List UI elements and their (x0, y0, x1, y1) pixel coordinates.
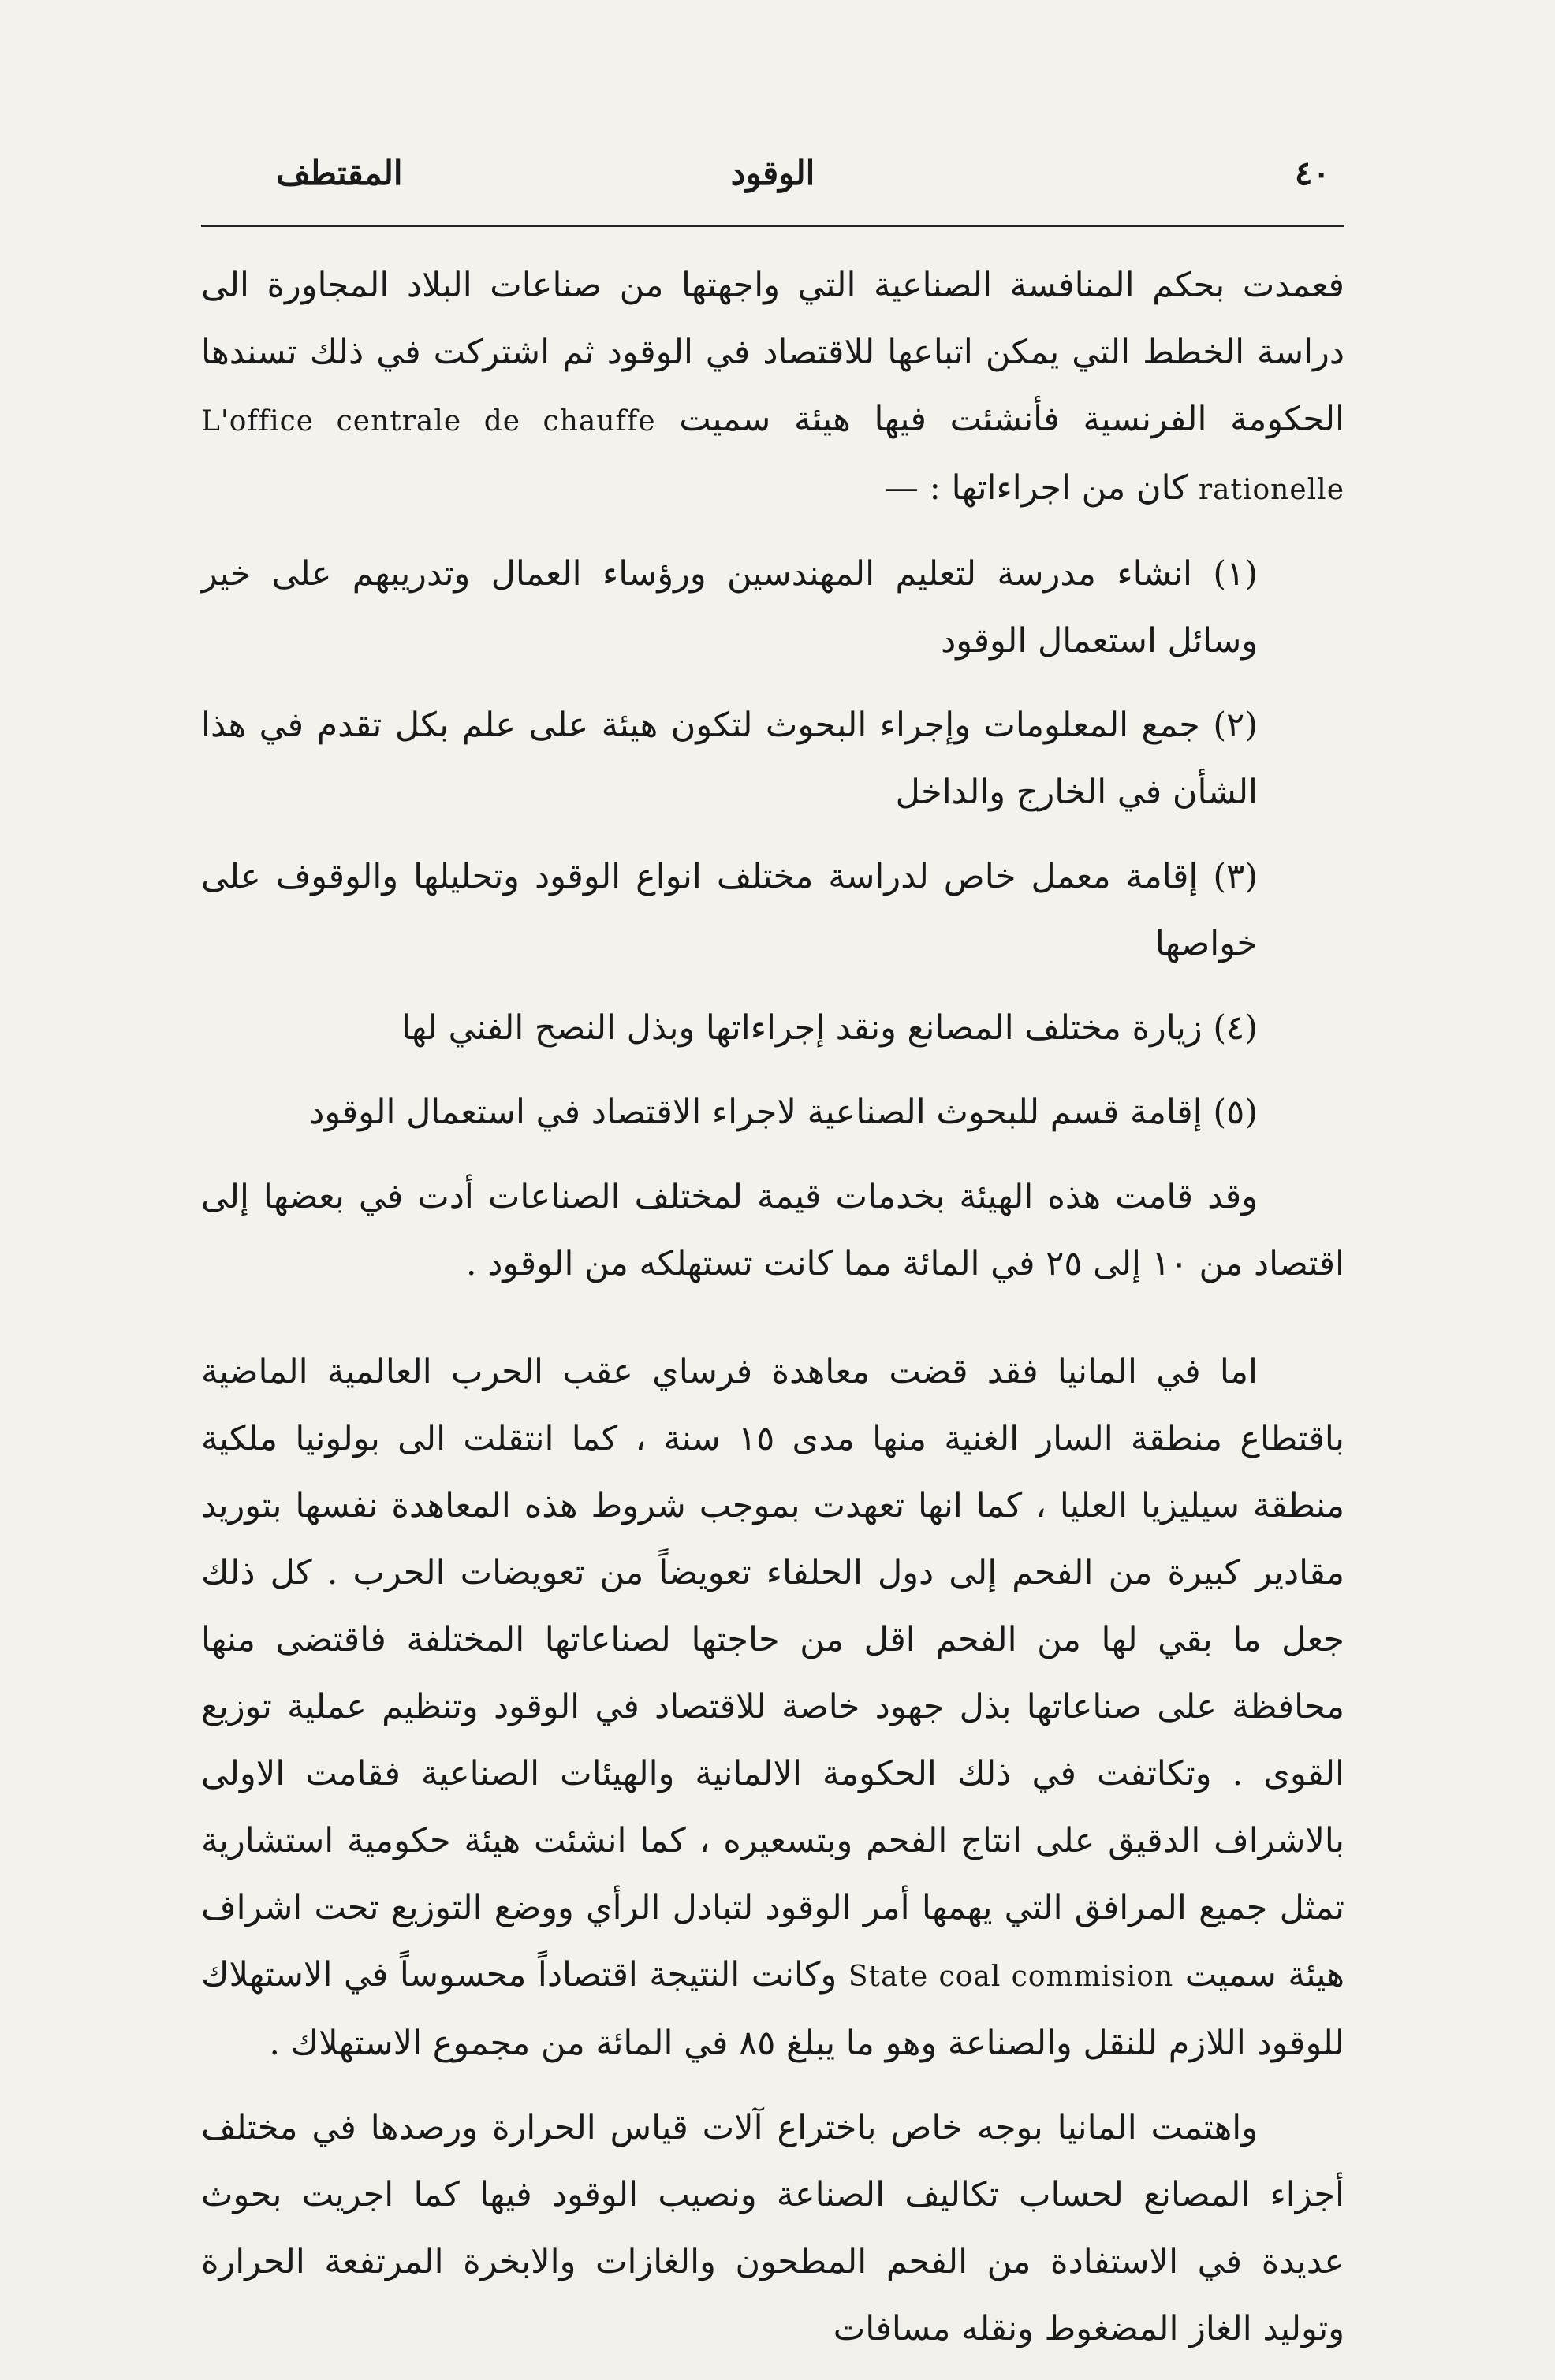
page-header (201, 138, 1344, 209)
intro-text: فعمدت بحكم المنافسة الصناعية التي واجهتها من صناعات البلاد المجاورة الى دراسة الخطط التي يمكن اتباعها للاقتصاد في الوقود ثم اشتركت في ذلك تسندها الحكومة الفرنسية فأنشئت فيها هيئة سميت (201, 266, 1345, 439)
page-number: ٤٠ (1294, 154, 1330, 192)
header-rule (201, 225, 1344, 227)
final-paragraph: واهتمت المانيا بوجه خاص باختراع آلات قياس الحرارة ورصدها في مختلف أجزاء المصانع لحساب تكاليف الصناعة ونصيب الوقود فيها كما اجريت بحوث عديدة في الاستفادة من الفحم المطحون والغازات والابخرة المرتفعة الحرارة وتوليد الغاز المضغوط ونقله مسافات (201, 2108, 1344, 2348)
running-title: الوقود (730, 154, 815, 192)
list-item: (٤) زيارة مختلف المصانع ونقد إجراءاتها وبذل النصح الفني لها (401, 1008, 1258, 1048)
intro-paragraph (201, 252, 1344, 523)
journal-name: المقتطف (276, 154, 403, 192)
result-paragraph: وقد قامت هذه الهيئة بخدمات قيمة لمختلف الصناعات أدت في بعضها إلى اقتصاد من ١٠ إلى ٢٥ في المائة مما كانت تستهلكه من الوقود . (201, 1177, 1344, 1283)
germany-paragraph (201, 1339, 1344, 2077)
intro-text-end: كان من اجراءاتها : — (884, 468, 1188, 508)
commission-name-latin: State coal commision (848, 1961, 1174, 1993)
germany-text: اما في المانيا فقد قضت معاهدة فرساي عقب الحرب العالمية الماضية باقتطاع منطقة السار الغنية منها مدى ١٥ سنة ، كما انتقلت الى بولونيا ملكية منطقة سيليزيا العليا ، كما انها تعهدت بموجب شروط هذه المعاهدة نفسها بتوريد مقادير كبيرة من الفحم إلى دول الحلفاء تعويضاً من تعويضات الحرب . كل ذلك جعل ما بقي لها من الفحم اقل من حاجتها لصناعاتها المختلفة فاقتضى منها محافظة على صناعاتها بذل جهود خاصة للاقتصاد في الوقود وتنظيم عملية توزيع القوى . وتكاتفت في ذلك الحكومة الالمانية والهيئات الصناعية فقامت الاولى بالاشراف الدقيق على انتاج الفحم وبتسعيره ، كما انشئت هيئة حكومية استشارية تمثل جميع المرافق التي يهمها أمر الوقود لتبادل الرأي ووضع التوزيع تحت اشراف هيئة سميت (201, 1352, 1345, 1995)
section-gap (201, 1315, 1344, 1339)
article-body (201, 252, 1344, 2380)
office-name-latin: L'office centrale de chauffe rationelle (201, 405, 1344, 506)
list-item: (٥) إقامة قسم للبحوث الصناعية لاجراء الاقتصاد في استعمال الوقود (309, 1093, 1258, 1132)
list-item: (١) انشاء مدرسة لتعليم المهندسين ورؤساء العمال وتدريبهم على خير وسائل استعمال الوقود (201, 554, 1258, 661)
list-item: (٣) إقامة معمل خاص لدراسة مختلف انواع الوقود وتحليلها والوقوف على خواصها (201, 857, 1258, 963)
list-item: (٢) جمع المعلومات وإجراء البحوث لتكون هيئة على علم بكل تقدم في هذا الشأن في الخارج والداخل (201, 706, 1258, 812)
germany-text-end: وكانت النتيجة اقتصاداً محسوساً في الاستهلاك للوقود اللازم للنقل والصناعة وهو ما يبلغ ٨٥ في المائة من مجموع الاستهلاك . (201, 1955, 1344, 2063)
